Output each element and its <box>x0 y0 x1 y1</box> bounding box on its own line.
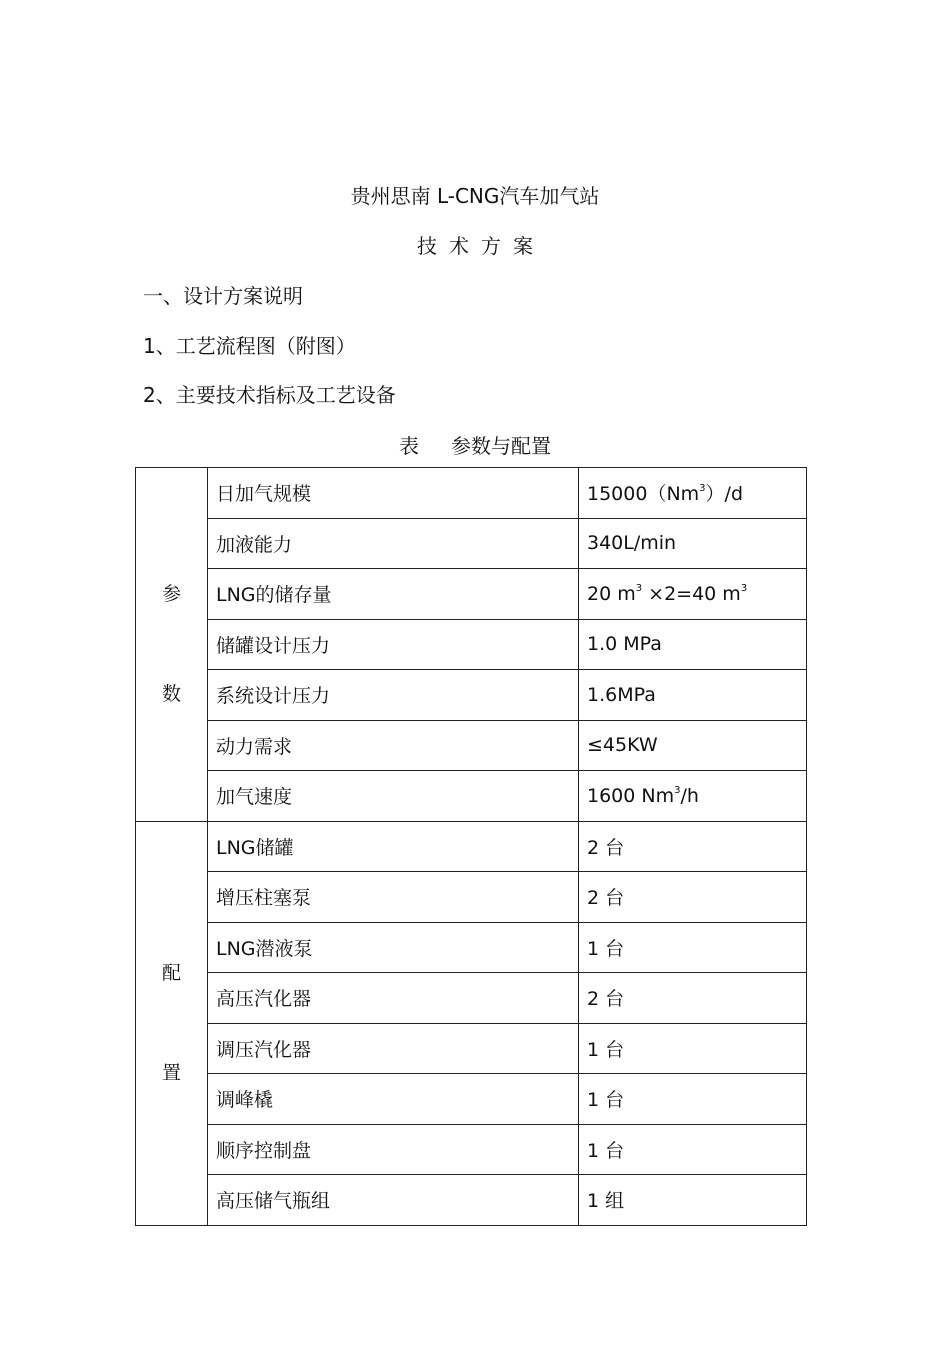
group-label-params <box>136 468 208 822</box>
unit-superscript: 3 <box>635 582 643 594</box>
value-text: 1.6MPa <box>587 683 656 706</box>
item-cell: 加液能力 <box>208 518 579 569</box>
value-cell <box>579 821 807 872</box>
value-text: 2 台 <box>587 988 625 1011</box>
table-caption-prefix: 表 <box>399 434 419 458</box>
table-row <box>136 720 807 771</box>
table-row <box>136 619 807 670</box>
item-cell: 高压储气瓶组 <box>208 1175 579 1226</box>
item-cell: LNG储罐 <box>208 821 579 872</box>
value-cell <box>579 619 807 670</box>
section-heading: 一、设计方案说明 <box>143 284 303 308</box>
table-caption <box>0 430 950 459</box>
item-cell: 日加气规模 <box>208 468 579 519</box>
table-row <box>136 468 807 519</box>
value-cell <box>579 922 807 973</box>
value-text: 2 台 <box>587 836 625 859</box>
table-row <box>136 670 807 721</box>
value-text: ×2=40 m <box>642 582 741 605</box>
value-text: /h <box>680 784 699 807</box>
value-text: ）/d <box>705 483 744 506</box>
item-cell: 调压汽化器 <box>208 1023 579 1074</box>
unit-superscript: 3 <box>674 784 681 796</box>
value-cell <box>579 771 807 822</box>
table-row <box>136 1175 807 1226</box>
table-row <box>136 922 807 973</box>
document-title: 贵州思南 L-CNG汽车加气站 <box>350 184 600 208</box>
group-label-char: 数 <box>161 683 181 706</box>
value-text: 1600 Nm <box>587 784 675 807</box>
value-text: 340L/min <box>587 532 677 555</box>
table-row <box>136 872 807 923</box>
value-cell <box>579 973 807 1024</box>
item-cell: 系统设计压力 <box>208 670 579 721</box>
value-cell <box>579 670 807 721</box>
value-cell <box>579 468 807 519</box>
item-cell: 储罐设计压力 <box>208 619 579 670</box>
item-cell: 增压柱塞泵 <box>208 872 579 923</box>
item-cell: 高压汽化器 <box>208 973 579 1024</box>
unit-superscript: 3 <box>740 582 748 594</box>
value-cell <box>579 872 807 923</box>
item-cell: LNG的储存量 <box>208 569 579 620</box>
table-row <box>136 1124 807 1175</box>
value-text: 1 台 <box>587 1139 625 1162</box>
item-cell: LNG潜液泵 <box>208 922 579 973</box>
table-row <box>136 821 807 872</box>
value-cell <box>579 518 807 569</box>
table-row <box>136 771 807 822</box>
item-cell: 动力需求 <box>208 720 579 771</box>
value-cell <box>579 569 807 620</box>
value-cell <box>579 720 807 771</box>
value-text: 1.0 MPa <box>587 633 662 656</box>
value-text: ≤45KW <box>587 734 658 757</box>
group-label-char: 参 <box>161 583 181 606</box>
value-text: 1 台 <box>587 937 625 960</box>
table-row <box>136 518 807 569</box>
group-label-config <box>136 821 208 1225</box>
value-text: 1 台 <box>587 1089 625 1112</box>
group-label-char: 配 <box>161 962 181 984</box>
value-text: 1 台 <box>587 1038 625 1061</box>
value-cell <box>579 1023 807 1074</box>
value-text: 15000（Nm <box>587 483 700 506</box>
table-row <box>136 1074 807 1125</box>
table-caption-text: 参数与配置 <box>451 434 551 458</box>
value-text: 1 组 <box>587 1190 625 1213</box>
value-cell <box>579 1124 807 1175</box>
unit-superscript: 3 <box>699 483 706 495</box>
value-cell <box>579 1175 807 1226</box>
document-subtitle: 技术方案 <box>417 234 545 258</box>
subsection-flowchart: 1、工艺流程图（附图） <box>143 334 356 358</box>
table-row <box>136 1023 807 1074</box>
subsection-indicators: 2、主要技术指标及工艺设备 <box>143 383 396 407</box>
spec-table <box>135 467 807 1226</box>
value-text: 2 台 <box>587 887 625 910</box>
table-row <box>136 973 807 1024</box>
item-cell: 调峰橇 <box>208 1074 579 1125</box>
group-label-char: 置 <box>161 1062 181 1084</box>
value-text: 20 m <box>587 582 636 605</box>
item-cell: 加气速度 <box>208 771 579 822</box>
value-cell <box>579 1074 807 1125</box>
item-cell: 顺序控制盘 <box>208 1124 579 1175</box>
table-row <box>136 569 807 620</box>
